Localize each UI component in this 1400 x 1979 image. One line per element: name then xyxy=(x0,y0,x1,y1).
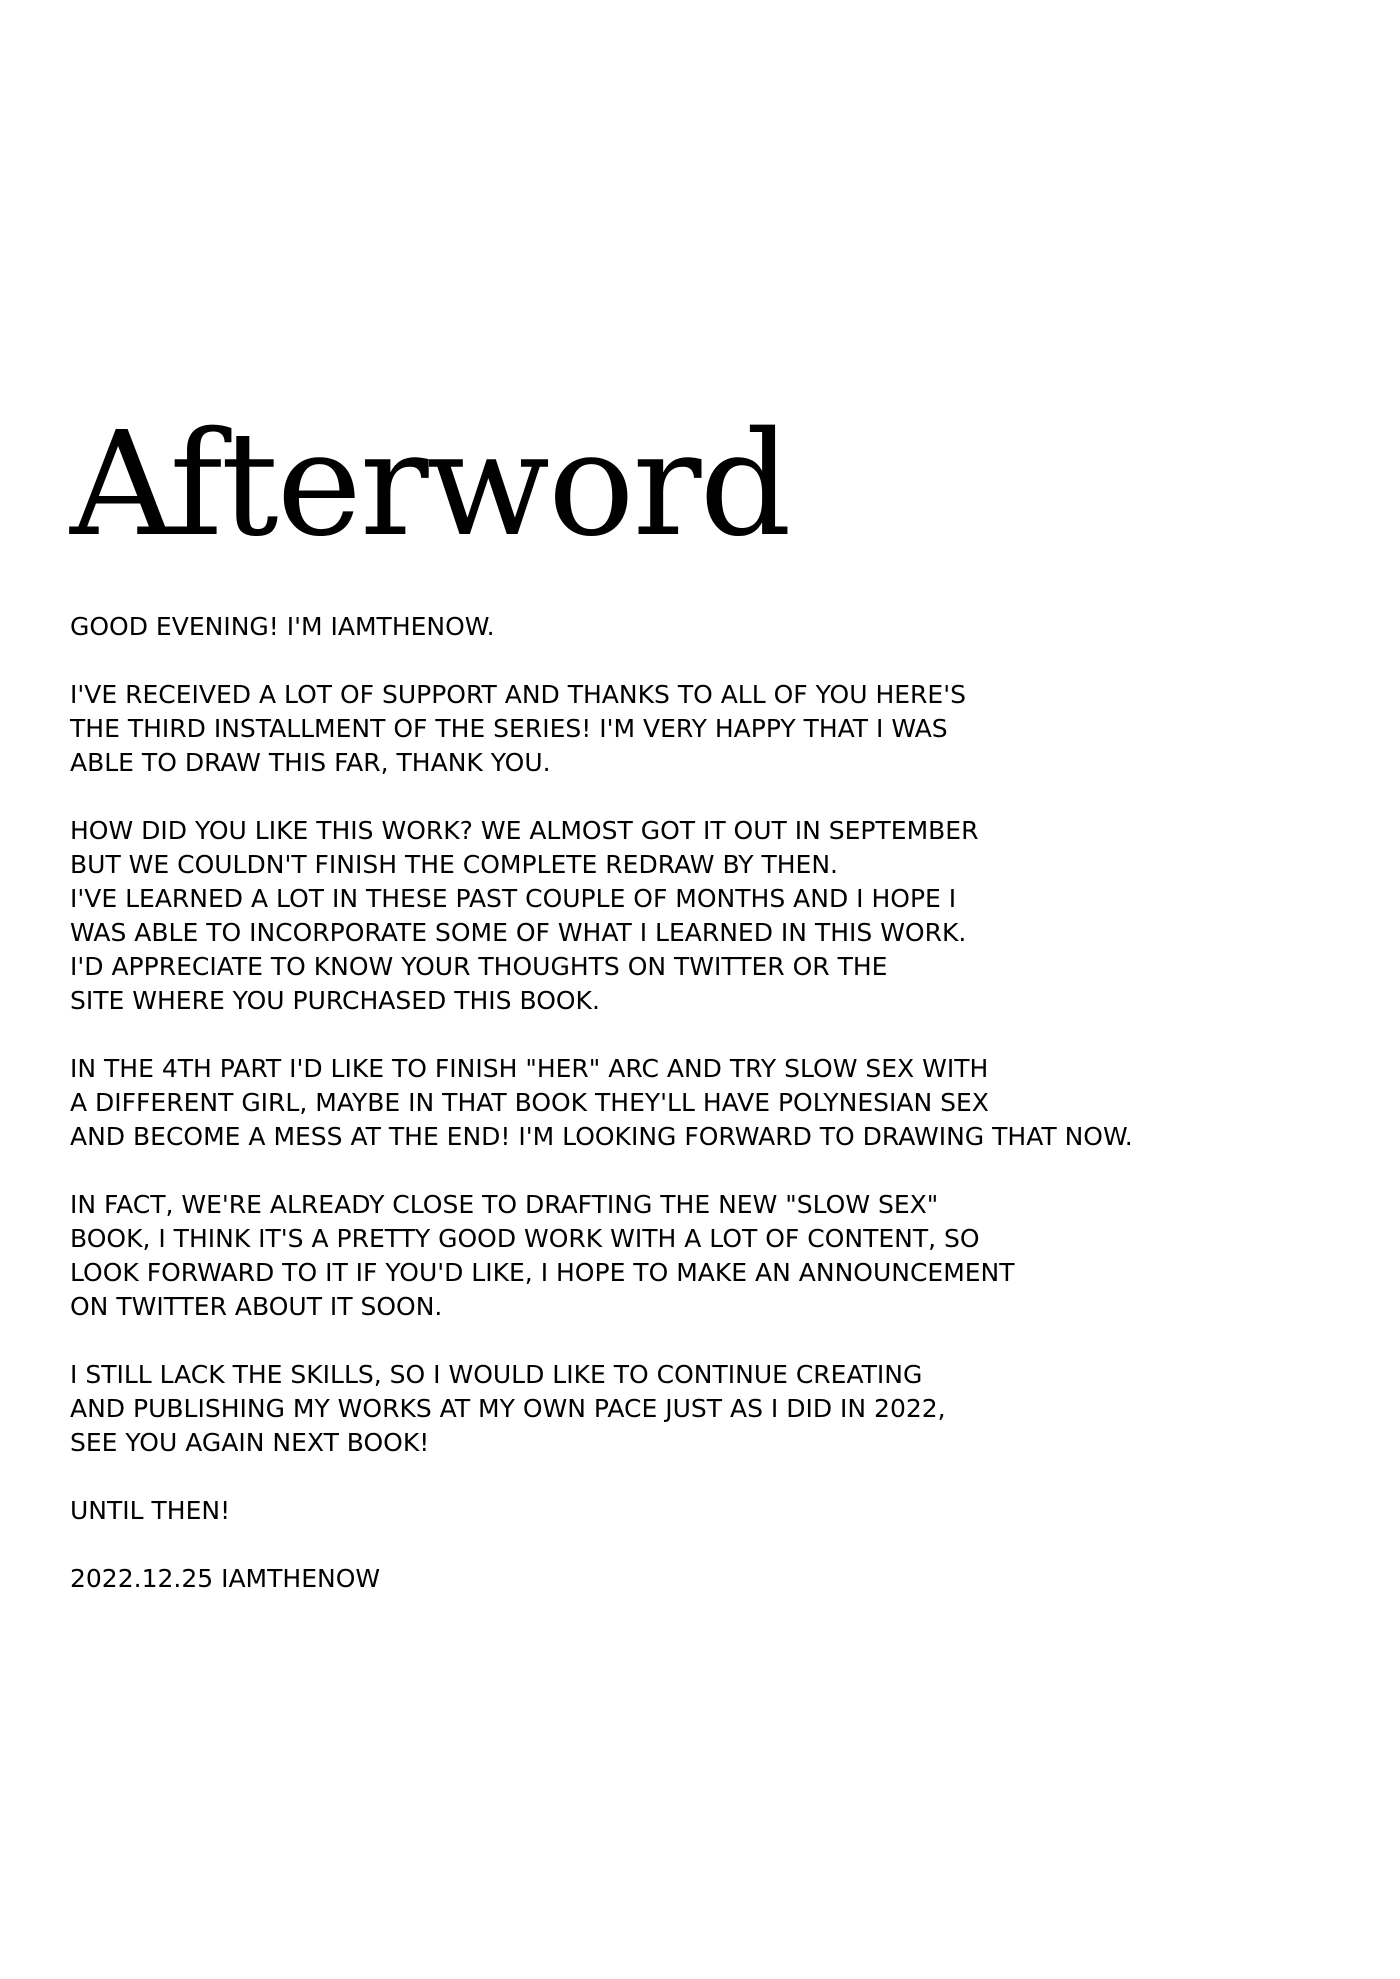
text-line: 2022.12.25 IAMTHENOW xyxy=(70,1564,381,1593)
text-line: I'VE RECEIVED A LOT OF SUPPORT AND THANKS TO ALL OF YOU HERE'S xyxy=(70,680,966,709)
afterword-body xyxy=(70,610,1370,1630)
paragraph xyxy=(70,1052,1370,1154)
page-title: Afterword xyxy=(70,400,790,568)
text-line: I STILL LACK THE SKILLS, SO I WOULD LIKE TO CONTINUE CREATING xyxy=(70,1360,923,1389)
text-line: SITE WHERE YOU PURCHASED THIS BOOK. xyxy=(70,986,600,1015)
text-line: ABLE TO DRAW THIS FAR, THANK YOU. xyxy=(70,748,551,777)
text-line: AND BECOME A MESS AT THE END! I'M LOOKING FORWARD TO DRAWING THAT NOW. xyxy=(70,1122,1133,1151)
text-line: SEE YOU AGAIN NEXT BOOK! xyxy=(70,1428,430,1457)
text-line: THE THIRD INSTALLMENT OF THE SERIES! I'M VERY HAPPY THAT I WAS xyxy=(70,714,948,743)
text-line: GOOD EVENING! I'M IAMTHENOW. xyxy=(70,612,495,641)
text-line: A DIFFERENT GIRL, MAYBE IN THAT BOOK THEY'LL HAVE POLYNESIAN SEX xyxy=(70,1088,989,1117)
text-line: IN FACT, WE'RE ALREADY CLOSE TO DRAFTING THE NEW "SLOW SEX" xyxy=(70,1190,939,1219)
text-line: AND PUBLISHING MY WORKS AT MY OWN PACE JUST AS I DID IN 2022, xyxy=(70,1394,946,1423)
text-line: WAS ABLE TO INCORPORATE SOME OF WHAT I LEARNED IN THIS WORK. xyxy=(70,918,967,947)
text-line: IN THE 4TH PART I'D LIKE TO FINISH "HER" ARC AND TRY SLOW SEX WITH xyxy=(70,1054,989,1083)
text-line: I'D APPRECIATE TO KNOW YOUR THOUGHTS ON TWITTER OR THE xyxy=(70,952,888,981)
text-line: LOOK FORWARD TO IT IF YOU'D LIKE, I HOPE TO MAKE AN ANNOUNCEMENT xyxy=(70,1258,1015,1287)
text-line: HOW DID YOU LIKE THIS WORK? WE ALMOST GOT IT OUT IN SEPTEMBER xyxy=(70,816,979,845)
paragraph xyxy=(70,1562,1370,1596)
paragraph xyxy=(70,1494,1370,1528)
text-line: BUT WE COULDN'T FINISH THE COMPLETE REDRAW BY THEN. xyxy=(70,850,838,879)
paragraph xyxy=(70,678,1370,780)
paragraph xyxy=(70,1188,1370,1324)
paragraph xyxy=(70,814,1370,1018)
text-line: BOOK, I THINK IT'S A PRETTY GOOD WORK WITH A LOT OF CONTENT, SO xyxy=(70,1224,980,1253)
paragraph xyxy=(70,610,1370,644)
text-line: UNTIL THEN! xyxy=(70,1496,231,1525)
paragraph xyxy=(70,1358,1370,1460)
text-line: I'VE LEARNED A LOT IN THESE PAST COUPLE OF MONTHS AND I HOPE I xyxy=(70,884,957,913)
text-line: ON TWITTER ABOUT IT SOON. xyxy=(70,1292,443,1321)
